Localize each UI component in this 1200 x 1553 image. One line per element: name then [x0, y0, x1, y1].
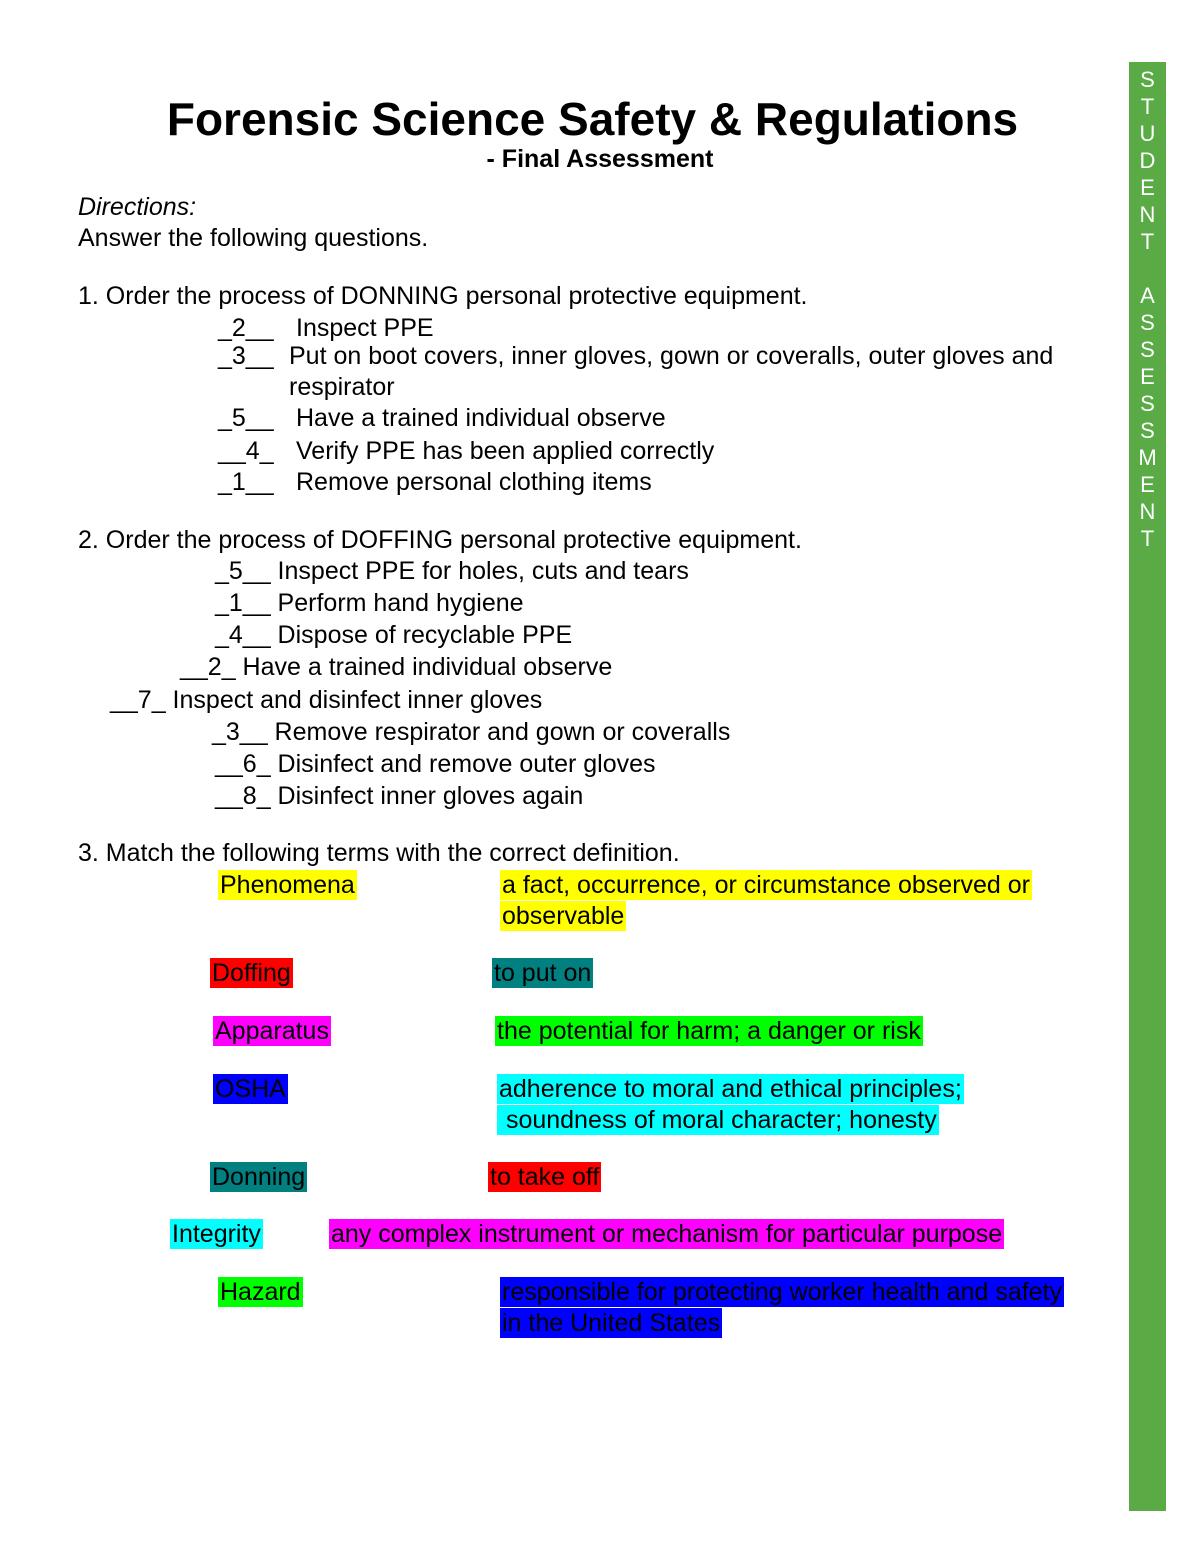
q2-item: _5__ Inspect PPE for holes, cuts and tears: [215, 557, 689, 585]
q1-item-text: Have a trained individual observe: [296, 404, 666, 432]
q2-item: _4__ Dispose of recyclable PPE: [215, 621, 573, 649]
q2-item: __7_ Inspect and disinfect inner gloves: [110, 686, 543, 714]
sidebar-letter: T: [1140, 229, 1155, 254]
sidebar-letter: S: [1140, 67, 1155, 92]
q2-item: _1__ Perform hand hygiene: [215, 589, 524, 617]
directions-label: Directions:: [78, 193, 197, 221]
q1-item-blank: _1__: [218, 468, 274, 496]
sidebar-letter: D: [1139, 148, 1156, 173]
match-term: Phenomena: [220, 871, 355, 899]
match-definition: adherence to moral and ethical principles;: [499, 1075, 962, 1103]
q1-item-text: Inspect PPE: [296, 314, 434, 342]
match-definition: to put on: [494, 959, 592, 987]
question-2-prompt: 2. Order the process of DOFFING personal protective equipment.: [78, 526, 802, 554]
q1-item-blank: _3__: [218, 342, 274, 370]
student-assessment-sidebar: [1129, 62, 1166, 1511]
q1-item-text: Remove personal clothing items: [296, 468, 652, 496]
sidebar-letter: S: [1140, 310, 1155, 335]
match-definition: responsible for protecting worker health and safety: [502, 1278, 1063, 1306]
match-term: OSHA: [215, 1075, 286, 1103]
page-title: Forensic Science Safety & Regulations: [166, 93, 1019, 145]
sidebar-letter: S: [1140, 391, 1155, 416]
sidebar-letter: M: [1138, 445, 1157, 470]
question-1-prompt: 1. Order the process of DONNING personal protective equipment.: [78, 282, 808, 310]
match-term: Hazard: [220, 1278, 301, 1306]
match-definition: to take off: [490, 1163, 600, 1191]
sidebar-letter: U: [1139, 121, 1156, 146]
sidebar-letter: N: [1139, 202, 1156, 227]
directions-text: Answer the following questions.: [78, 224, 429, 252]
q1-item-text: respirator: [289, 373, 395, 401]
match-definition: observable: [502, 902, 625, 930]
match-definition: any complex instrument or mechanism for particular purpose: [331, 1220, 1003, 1248]
match-term: Integrity: [172, 1220, 261, 1248]
page-subtitle: - Final Assessment: [486, 145, 714, 173]
sidebar-letter: E: [1140, 472, 1155, 497]
q2-item: __8_ Disinfect inner gloves again: [215, 782, 584, 810]
sidebar-letter: A: [1140, 283, 1155, 308]
sidebar-letter: T: [1140, 94, 1155, 119]
match-term: Donning: [212, 1163, 306, 1191]
q1-item-blank: _2__: [218, 314, 274, 342]
sidebar-letter: T: [1140, 526, 1155, 551]
match-definition: in the United States: [502, 1309, 721, 1337]
q1-item-blank: __4_: [218, 437, 274, 465]
match-term: Apparatus: [215, 1017, 329, 1045]
match-term: Doffing: [212, 959, 291, 987]
sidebar-letter: E: [1140, 175, 1155, 200]
sidebar-letter: E: [1140, 364, 1155, 389]
match-definition: a fact, occurrence, or circumstance observed or: [502, 871, 1031, 899]
sidebar-letter: N: [1139, 499, 1156, 524]
q2-item: _3__ Remove respirator and gown or coveralls: [212, 718, 731, 746]
question-3-prompt: 3. Match the following terms with the correct definition.: [78, 839, 680, 867]
q1-item-text: Put on boot covers, inner gloves, gown or coveralls, outer gloves and: [289, 342, 1054, 370]
match-definition: soundness of moral character; honesty: [499, 1106, 937, 1134]
q2-item: __6_ Disinfect and remove outer gloves: [215, 750, 656, 778]
sidebar-letter: S: [1140, 418, 1155, 443]
q2-item: __2_ Have a trained individual observe: [180, 653, 613, 681]
q1-item-blank: _5__: [218, 404, 274, 432]
q1-item-text: Verify PPE has been applied correctly: [296, 437, 715, 465]
match-definition: the potential for harm; a danger or risk: [497, 1017, 921, 1045]
sidebar-letter: S: [1140, 337, 1155, 362]
